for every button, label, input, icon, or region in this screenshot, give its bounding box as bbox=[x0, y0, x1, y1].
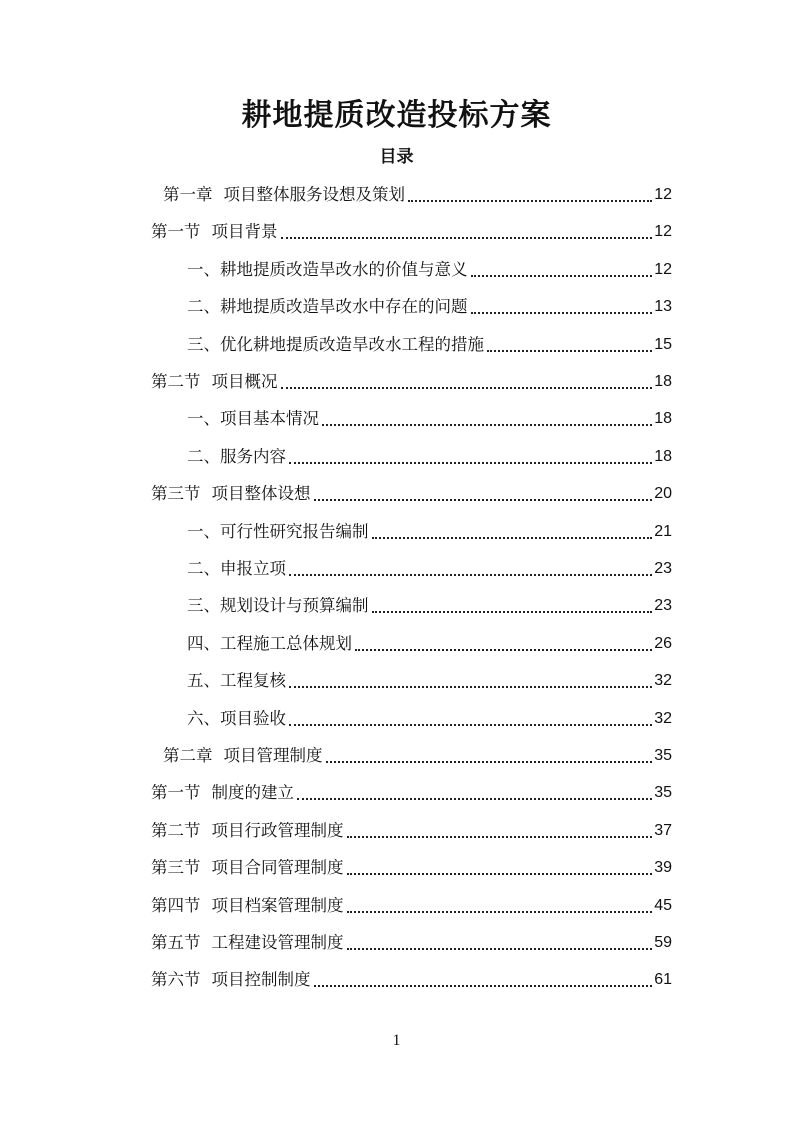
toc-entry-prefix: 第二节 bbox=[151, 372, 201, 391]
toc-entry-prefix: 第三节 bbox=[151, 484, 201, 504]
toc-entry[interactable] bbox=[187, 624, 672, 661]
toc-entry-page: 23 bbox=[654, 597, 672, 615]
toc-entry-page: 32 bbox=[654, 709, 672, 727]
toc-entry-text bbox=[151, 932, 344, 954]
toc-entry-page: 35 bbox=[654, 784, 672, 802]
toc-leader-dots bbox=[289, 554, 652, 576]
toc-entry-text bbox=[151, 371, 278, 393]
toc-entry-text bbox=[187, 334, 484, 356]
toc-entry-prefix: 第一节 bbox=[151, 222, 201, 242]
document-title: 耕地提质改造投标方案 bbox=[241, 98, 552, 133]
toc-entry-label: 项目档案管理制度 bbox=[211, 895, 344, 915]
toc-leader-dots bbox=[408, 180, 652, 202]
toc-entry-page: 12 bbox=[654, 223, 672, 241]
toc-entry-page: 37 bbox=[654, 821, 672, 839]
toc-entry-prefix: 第二章 bbox=[163, 746, 213, 765]
toc-entry-text bbox=[151, 895, 344, 917]
toc-entry-page: 35 bbox=[654, 747, 672, 764]
toc-entry-page: 59 bbox=[654, 934, 672, 951]
toc-entry[interactable] bbox=[151, 362, 672, 399]
toc-entry[interactable] bbox=[187, 325, 672, 362]
toc-entry-text bbox=[187, 633, 352, 655]
toc-entry-text bbox=[187, 708, 286, 730]
toc-entry-text bbox=[151, 857, 344, 879]
toc-entry-page: 18 bbox=[654, 410, 672, 428]
toc-entry-label: 耕地提质改造旱改水的价值与意义 bbox=[220, 259, 468, 279]
toc-entry-prefix: 一、 bbox=[187, 521, 220, 541]
toc-entry-page: 21 bbox=[654, 522, 672, 540]
toc-leader-dots bbox=[289, 442, 652, 464]
toc-entry-prefix: 三、 bbox=[187, 334, 220, 354]
toc-leader-dots bbox=[487, 330, 652, 352]
toc-entry-label: 项目基本情况 bbox=[220, 409, 319, 429]
toc-entry-label: 项目验收 bbox=[220, 708, 286, 728]
toc-entry-page: 13 bbox=[654, 298, 672, 316]
toc-leader-dots bbox=[372, 591, 653, 613]
toc-entry[interactable] bbox=[187, 586, 672, 623]
page-number: 1 bbox=[392, 1032, 401, 1049]
toc-entry[interactable] bbox=[163, 175, 672, 212]
toc-entry-text bbox=[187, 670, 286, 692]
toc-entry-prefix: 二、 bbox=[187, 559, 220, 578]
toc-entry[interactable] bbox=[163, 736, 672, 773]
toc-entry-text bbox=[151, 483, 311, 505]
toc-entry-text bbox=[187, 558, 286, 580]
toc-entry-label: 项目合同管理制度 bbox=[211, 858, 344, 878]
toc-leader-dots bbox=[326, 741, 653, 763]
toc-entry[interactable] bbox=[187, 699, 672, 736]
toc-entry-label: 耕地提质改造旱改水中存在的问题 bbox=[220, 297, 468, 317]
toc-entry-prefix: 第二节 bbox=[151, 820, 201, 840]
toc-entry[interactable] bbox=[187, 437, 672, 474]
toc-entry-text bbox=[151, 820, 344, 842]
toc-entry-page: 23 bbox=[654, 560, 672, 577]
toc-entry-text bbox=[187, 296, 468, 318]
toc-entry-prefix: 第三节 bbox=[151, 858, 201, 878]
toc-entry-prefix: 六、 bbox=[187, 708, 220, 728]
toc-entry-page: 32 bbox=[654, 672, 672, 690]
toc-leader-dots bbox=[471, 292, 653, 314]
toc-entry-prefix: 第一节 bbox=[151, 783, 201, 803]
toc-leader-dots bbox=[281, 367, 653, 389]
toc-entry-prefix: 第一章 bbox=[163, 185, 213, 204]
toc-entry-text bbox=[187, 446, 286, 468]
toc-entry-page: 15 bbox=[654, 335, 672, 353]
toc-entry-text bbox=[187, 259, 468, 281]
toc-entry-label: 项目背景 bbox=[211, 222, 278, 242]
toc-entry[interactable] bbox=[187, 399, 672, 436]
toc-entry[interactable] bbox=[187, 287, 672, 324]
toc-entry-page: 20 bbox=[654, 485, 672, 503]
toc-entry-prefix: 第五节 bbox=[151, 933, 201, 952]
toc-leader-dots bbox=[281, 217, 653, 239]
toc-leader-dots bbox=[471, 255, 653, 277]
toc-entry-page: 18 bbox=[654, 373, 672, 390]
toc-entry-page: 12 bbox=[654, 260, 672, 278]
toc-entry[interactable] bbox=[151, 923, 672, 960]
toc-leader-dots bbox=[347, 928, 653, 950]
toc-heading: 目录 bbox=[379, 147, 414, 167]
toc-entry[interactable] bbox=[151, 886, 672, 923]
toc-entry-page: 45 bbox=[654, 896, 672, 914]
toc-entry-page: 18 bbox=[654, 447, 672, 465]
toc-leader-dots bbox=[289, 704, 652, 726]
toc-entry[interactable] bbox=[151, 848, 672, 885]
toc-entry-label: 工程复核 bbox=[220, 671, 286, 691]
toc-entry-label: 项目行政管理制度 bbox=[211, 820, 344, 840]
toc-entry-page: 12 bbox=[654, 186, 672, 203]
toc-entry-prefix: 一、 bbox=[187, 259, 220, 279]
toc-leader-dots bbox=[347, 816, 653, 838]
toc-entry[interactable] bbox=[151, 212, 672, 249]
toc-entry-text bbox=[163, 184, 405, 206]
toc-entry-label: 制度的建立 bbox=[211, 783, 294, 803]
toc-entry-text bbox=[151, 782, 294, 804]
toc-leader-dots bbox=[347, 853, 653, 875]
toc-leader-dots bbox=[314, 479, 653, 501]
toc-entry-label: 规划设计与预算编制 bbox=[220, 596, 369, 616]
toc-entry[interactable] bbox=[187, 549, 672, 586]
toc-entry-text bbox=[151, 969, 311, 991]
toc-entry-label: 服务内容 bbox=[220, 446, 286, 466]
toc-entry-label: 项目整体服务设想及策划 bbox=[223, 185, 405, 204]
toc-entry-page: 39 bbox=[654, 859, 672, 877]
toc-leader-dots bbox=[355, 629, 652, 651]
toc-entry[interactable] bbox=[151, 773, 672, 810]
toc-entry-text bbox=[151, 221, 278, 243]
toc-entry-prefix: 第四节 bbox=[151, 895, 201, 915]
toc-leader-dots bbox=[314, 965, 653, 987]
toc-entry-label: 可行性研究报告编制 bbox=[220, 521, 369, 541]
toc-leader-dots bbox=[297, 778, 652, 800]
toc-entry-label: 优化耕地提质改造旱改水工程的措施 bbox=[220, 334, 484, 354]
toc-entry-prefix: 五、 bbox=[187, 671, 220, 691]
toc-entry-text bbox=[187, 521, 369, 543]
toc-entry-prefix: 第六节 bbox=[151, 970, 201, 990]
toc-leader-dots bbox=[372, 517, 653, 539]
toc-entry[interactable] bbox=[187, 661, 672, 698]
toc-entry[interactable] bbox=[151, 474, 672, 511]
toc-leader-dots bbox=[347, 891, 653, 913]
toc-entry[interactable] bbox=[187, 512, 672, 549]
toc-entry-text bbox=[187, 595, 369, 617]
toc-entry-text bbox=[163, 745, 323, 767]
toc-entry-label: 项目概况 bbox=[211, 372, 278, 391]
toc-entry-label: 申报立项 bbox=[220, 559, 286, 578]
toc-entry-label: 工程施工总体规划 bbox=[220, 633, 352, 653]
toc-leader-dots bbox=[289, 666, 652, 688]
toc-entry-prefix: 一、 bbox=[187, 409, 220, 429]
toc-entry-label: 工程建设管理制度 bbox=[211, 933, 344, 952]
toc-leader-dots bbox=[322, 404, 652, 426]
toc-entry-label: 项目管理制度 bbox=[223, 746, 323, 765]
toc-entry[interactable] bbox=[151, 960, 672, 997]
toc-entry[interactable] bbox=[151, 811, 672, 848]
toc-entry-text bbox=[187, 408, 319, 430]
toc-entry-prefix: 三、 bbox=[187, 596, 220, 616]
toc-entry-label: 项目整体设想 bbox=[211, 484, 311, 504]
toc-entry-prefix: 二、 bbox=[187, 297, 220, 317]
toc-entry-label: 项目控制制度 bbox=[211, 970, 311, 990]
toc-entry-prefix: 二、 bbox=[187, 446, 220, 466]
toc-entry-page: 26 bbox=[654, 634, 672, 652]
toc-entry-prefix: 四、 bbox=[187, 633, 220, 653]
toc-entry-page: 61 bbox=[654, 971, 672, 989]
toc-entry[interactable] bbox=[187, 250, 672, 287]
